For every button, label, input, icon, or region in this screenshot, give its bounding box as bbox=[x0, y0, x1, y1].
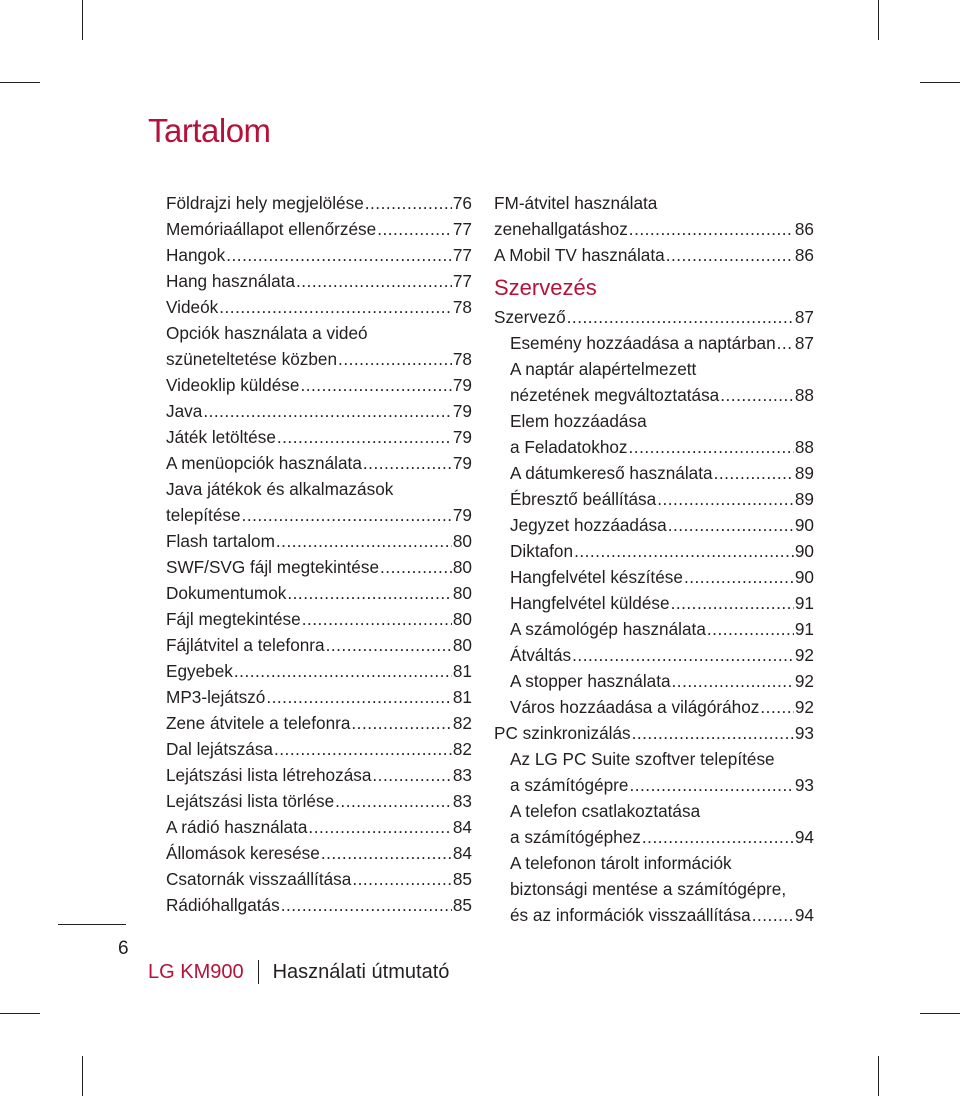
toc-dot-leader bbox=[684, 564, 794, 590]
toc-entry[interactable] bbox=[166, 840, 472, 866]
toc-dot-leader bbox=[629, 434, 794, 460]
toc-entry-label: Elem hozzáadása bbox=[510, 411, 647, 431]
toc-entry[interactable] bbox=[494, 216, 814, 242]
toc-entry-page: 92 bbox=[794, 697, 814, 717]
toc-dot-leader bbox=[720, 382, 794, 408]
toc-entry-label: Hang használata bbox=[166, 271, 295, 291]
toc-dot-leader bbox=[567, 304, 794, 330]
toc-entry-page: 89 bbox=[794, 463, 814, 483]
toc-entry-label: Város hozzáadása a világórához bbox=[510, 697, 760, 717]
crop-mark bbox=[920, 1013, 960, 1014]
toc-entry-label: Szervező bbox=[494, 307, 566, 327]
toc-entry[interactable] bbox=[166, 450, 472, 476]
toc-dot-leader bbox=[335, 788, 452, 814]
toc-entry-label: Átváltás bbox=[510, 645, 572, 665]
toc-entry-label: A telefon csatlakoztatása bbox=[510, 801, 701, 821]
toc-entry-label: Játék letöltése bbox=[166, 427, 276, 447]
crop-mark bbox=[82, 0, 83, 40]
toc-entry-label: Jegyzet hozzáadása bbox=[510, 515, 667, 535]
toc-entry[interactable] bbox=[166, 632, 472, 658]
toc-entry[interactable] bbox=[494, 190, 814, 216]
toc-entry-label: Az LG PC Suite szoftver telepítése bbox=[510, 749, 775, 769]
toc-entry-page: 91 bbox=[794, 593, 814, 613]
toc-entry-label: SWF/SVG fájl megtekintése bbox=[166, 557, 380, 577]
crop-mark bbox=[0, 1013, 40, 1014]
toc-entry-label: Esemény hozzáadása a naptárban bbox=[510, 333, 776, 353]
toc-entry-label: A naptár alapértelmezett bbox=[510, 359, 697, 379]
toc-entry-label: Memóriaállapot ellenőrzése bbox=[166, 219, 377, 239]
toc-entry[interactable] bbox=[494, 434, 814, 460]
toc-entry[interactable] bbox=[494, 356, 814, 382]
toc-entry-page: 93 bbox=[794, 775, 814, 795]
toc-entry-page: 78 bbox=[452, 297, 472, 317]
toc-entry-page: 83 bbox=[452, 765, 472, 785]
toc-entry[interactable] bbox=[494, 798, 814, 824]
toc-entry[interactable] bbox=[166, 346, 472, 372]
toc-entry-page: 83 bbox=[452, 791, 472, 811]
toc-entry-label: Flash tartalom bbox=[166, 531, 275, 551]
toc-entry[interactable] bbox=[166, 892, 472, 918]
toc-dot-leader bbox=[274, 736, 452, 762]
toc-entry[interactable] bbox=[166, 684, 472, 710]
toc-entry[interactable] bbox=[494, 486, 814, 512]
toc-entry-label: Lejátszási lista törlése bbox=[166, 791, 335, 811]
crop-mark bbox=[878, 1056, 879, 1096]
toc-entry-page: 94 bbox=[794, 827, 814, 847]
toc-entry[interactable] bbox=[494, 538, 814, 564]
toc-entry[interactable] bbox=[166, 736, 472, 762]
toc-entry[interactable] bbox=[494, 720, 814, 746]
toc-entry[interactable] bbox=[166, 190, 472, 216]
toc-entry[interactable] bbox=[166, 502, 472, 528]
toc-entry[interactable] bbox=[494, 512, 814, 538]
toc-entry-page: 93 bbox=[794, 723, 814, 743]
toc-entry-page: 94 bbox=[794, 905, 814, 925]
toc-entry-page: 79 bbox=[452, 453, 472, 473]
toc-entry-page: 90 bbox=[794, 567, 814, 587]
toc-entry-page: 92 bbox=[794, 645, 814, 665]
toc-entry[interactable] bbox=[166, 606, 472, 632]
toc-entry[interactable] bbox=[494, 642, 814, 668]
toc-entry[interactable] bbox=[494, 330, 814, 356]
toc-entry-label: Java bbox=[166, 401, 203, 421]
toc-entry-label: A menüopciók használata bbox=[166, 453, 362, 473]
toc-entry[interactable] bbox=[166, 528, 472, 554]
toc-entry-label: A telefonon tárolt információk bbox=[510, 853, 732, 873]
toc-entry-label: szüneteltetése közben bbox=[166, 349, 338, 369]
toc-entry-page: 79 bbox=[452, 375, 472, 395]
toc-entry-page: 90 bbox=[794, 515, 814, 535]
toc-dot-leader bbox=[642, 824, 794, 850]
toc-dot-leader bbox=[351, 710, 451, 736]
toc-dot-leader bbox=[321, 840, 452, 866]
toc-entry[interactable] bbox=[494, 694, 814, 720]
toc-entry-label: Ébresztő beállítása bbox=[510, 489, 657, 509]
toc-dot-leader bbox=[365, 190, 452, 216]
crop-mark bbox=[0, 82, 40, 83]
toc-dot-leader bbox=[668, 512, 794, 538]
toc-dot-leader bbox=[380, 554, 452, 580]
section-heading: Szervezés bbox=[494, 275, 597, 300]
toc-entry-label: Videók bbox=[166, 297, 219, 317]
toc-dot-leader bbox=[707, 616, 794, 642]
toc-entry-label: a számítógépre bbox=[510, 775, 629, 795]
toc-entry-label: Hangok bbox=[166, 245, 226, 265]
toc-entry[interactable] bbox=[166, 268, 472, 294]
toc-entry[interactable] bbox=[166, 216, 472, 242]
toc-dot-leader bbox=[752, 902, 794, 928]
toc-entry[interactable] bbox=[494, 772, 814, 798]
toc-entry-page: 87 bbox=[794, 307, 814, 327]
toc-entry[interactable] bbox=[494, 382, 814, 408]
toc-dot-leader bbox=[666, 242, 794, 268]
toc-entry-label: Java játékok és alkalmazások bbox=[166, 479, 394, 499]
page-title: Tartalom bbox=[148, 112, 271, 149]
page-number: 6 bbox=[118, 938, 129, 959]
toc-entry-label: Videoklip küldése bbox=[166, 375, 300, 395]
toc-entry-page: 91 bbox=[794, 619, 814, 639]
toc-dot-leader bbox=[629, 216, 794, 242]
toc-entry-page: 85 bbox=[452, 869, 472, 889]
footer-manual-title: Használati útmutató bbox=[272, 960, 450, 983]
toc-entry[interactable] bbox=[494, 590, 814, 616]
toc-entry-label: Diktafon bbox=[510, 541, 574, 561]
toc-entry-label: Zene átvitele a telefonra bbox=[166, 713, 351, 733]
toc-entry-page: 85 bbox=[452, 895, 472, 915]
toc-right-section bbox=[494, 304, 814, 928]
toc-dot-leader bbox=[234, 658, 452, 684]
toc-dot-leader bbox=[281, 892, 452, 918]
toc-entry[interactable] bbox=[494, 850, 814, 876]
toc-dot-leader bbox=[300, 372, 451, 398]
toc-entry[interactable] bbox=[166, 762, 472, 788]
toc-entry[interactable] bbox=[494, 746, 814, 772]
toc-dot-leader bbox=[338, 346, 452, 372]
toc-dot-leader bbox=[352, 866, 452, 892]
toc-entry[interactable] bbox=[166, 476, 472, 502]
toc-left-column bbox=[166, 190, 472, 918]
toc-entry[interactable] bbox=[166, 398, 472, 424]
toc-entry-label: Fájl megtekintése bbox=[166, 609, 301, 629]
toc-dot-leader bbox=[629, 772, 793, 798]
toc-entry-page: 79 bbox=[452, 401, 472, 421]
toc-entry-page: 80 bbox=[452, 531, 472, 551]
crop-mark bbox=[920, 82, 960, 83]
toc-right-top bbox=[494, 190, 814, 268]
toc-entry[interactable] bbox=[494, 824, 814, 850]
toc-entry-page: 84 bbox=[452, 817, 472, 837]
toc-entry-page: 76 bbox=[452, 193, 472, 213]
footer bbox=[148, 960, 449, 984]
toc-entry-label: zenehallgatáshoz bbox=[494, 219, 628, 239]
toc-entry-page: 81 bbox=[452, 687, 472, 707]
toc-entry[interactable] bbox=[166, 242, 472, 268]
toc-dot-leader bbox=[226, 242, 452, 268]
toc-dot-leader bbox=[671, 590, 794, 616]
toc-entry-page: 88 bbox=[794, 437, 814, 457]
toc-entry[interactable] bbox=[166, 424, 472, 450]
toc-entry[interactable] bbox=[166, 294, 472, 320]
toc-dot-leader bbox=[302, 606, 452, 632]
toc-entry-page: 80 bbox=[452, 583, 472, 603]
toc-entry-label: a Feladatokhoz bbox=[510, 437, 628, 457]
toc-right-column bbox=[494, 190, 814, 928]
toc-entry[interactable] bbox=[494, 668, 814, 694]
toc-entry-page: 87 bbox=[794, 333, 814, 353]
toc-entry-page: 77 bbox=[452, 271, 472, 291]
toc-entry-label: MP3-lejátszó bbox=[166, 687, 266, 707]
toc-entry[interactable] bbox=[166, 372, 472, 398]
toc-dot-leader bbox=[363, 450, 452, 476]
toc-entry-page: 80 bbox=[452, 635, 472, 655]
toc-entry-label: Lejátszási lista létrehozása bbox=[166, 765, 372, 785]
toc-dot-leader bbox=[377, 216, 452, 242]
toc-entry-page: 92 bbox=[794, 671, 814, 691]
toc-entry[interactable] bbox=[166, 580, 472, 606]
toc-entry[interactable] bbox=[494, 902, 814, 928]
toc-entry-page: 84 bbox=[452, 843, 472, 863]
toc-entry-page: 77 bbox=[452, 245, 472, 265]
crop-mark bbox=[82, 1056, 83, 1096]
toc-entry-page: 81 bbox=[452, 661, 472, 681]
toc-entry-label: A stopper használata bbox=[510, 671, 671, 691]
toc-entry-label: a számítógéphez bbox=[510, 827, 641, 847]
toc-entry-label: Állomások keresése bbox=[166, 843, 320, 863]
toc-entry-label: biztonsági mentése a számítógépre, bbox=[510, 879, 787, 899]
toc-entry-page: 77 bbox=[452, 219, 472, 239]
toc-entry-label: Dal lejátszása bbox=[166, 739, 273, 759]
toc-entry-page: 88 bbox=[794, 385, 814, 405]
toc-dot-leader bbox=[372, 762, 451, 788]
toc-entry-label: nézetének megváltoztatása bbox=[510, 385, 720, 405]
toc-entry[interactable] bbox=[166, 320, 472, 346]
toc-entry[interactable] bbox=[166, 866, 472, 892]
toc-entry[interactable] bbox=[494, 616, 814, 642]
toc-entry[interactable] bbox=[166, 554, 472, 580]
toc-dot-leader bbox=[203, 398, 452, 424]
toc-entry[interactable] bbox=[494, 242, 814, 268]
toc-dot-leader bbox=[308, 814, 451, 840]
toc-dot-leader bbox=[287, 580, 452, 606]
toc-entry-page: 79 bbox=[452, 505, 472, 525]
toc-dot-leader bbox=[277, 424, 452, 450]
toc-entry[interactable] bbox=[494, 876, 814, 902]
toc-entry-label: Földrajzi hely megjelölése bbox=[166, 193, 364, 213]
toc-dot-leader bbox=[572, 642, 794, 668]
toc-entry-label: A dátumkereső használata bbox=[510, 463, 713, 483]
toc-entry[interactable] bbox=[166, 814, 472, 840]
toc-entry-label: Csatornák visszaállítása bbox=[166, 869, 352, 889]
toc-entry-label: Rádióhallgatás bbox=[166, 895, 280, 915]
toc-entry-label: Opciók használata a videó bbox=[166, 323, 368, 343]
toc-dot-leader bbox=[266, 684, 452, 710]
toc-entry-label: Egyebek bbox=[166, 661, 233, 681]
toc-entry-page: 86 bbox=[794, 219, 814, 239]
toc-dot-leader bbox=[326, 632, 452, 658]
crop-mark bbox=[878, 0, 879, 40]
toc-dot-leader bbox=[657, 486, 794, 512]
toc-entry-page: 82 bbox=[452, 739, 472, 759]
toc-entry-label: Hangfelvétel készítése bbox=[510, 567, 683, 587]
toc-entry[interactable] bbox=[494, 564, 814, 590]
toc-entry-label: PC szinkronizálás bbox=[494, 723, 631, 743]
toc-entry[interactable] bbox=[494, 408, 814, 434]
toc-dot-leader bbox=[276, 528, 452, 554]
toc-entry-label: A Mobil TV használata bbox=[494, 245, 665, 265]
toc-dot-leader bbox=[219, 294, 452, 320]
toc-entry[interactable] bbox=[166, 788, 472, 814]
toc-entry[interactable] bbox=[166, 658, 472, 684]
toc-dot-leader bbox=[714, 460, 794, 486]
toc-entry-page: 78 bbox=[452, 349, 472, 369]
toc-dot-leader bbox=[296, 268, 452, 294]
toc-dot-leader bbox=[242, 502, 452, 528]
page-number-rule bbox=[58, 924, 126, 925]
toc-entry-label: FM-átvitel használata bbox=[494, 193, 658, 213]
toc-entry-label: telepítése bbox=[166, 505, 241, 525]
toc-dot-leader bbox=[760, 694, 793, 720]
toc-entry-label: A számológép használata bbox=[510, 619, 706, 639]
footer-separator bbox=[258, 960, 259, 984]
toc-dot-leader bbox=[632, 720, 794, 746]
toc-entry-page: 89 bbox=[794, 489, 814, 509]
toc-entry-label: Hangfelvétel küldése bbox=[510, 593, 670, 613]
toc-entry-page: 80 bbox=[452, 557, 472, 577]
toc-dot-leader bbox=[672, 668, 794, 694]
toc-dot-leader bbox=[574, 538, 794, 564]
footer-model: LG KM900 bbox=[148, 960, 244, 983]
toc-entry-label: Fájlátvitel a telefonra bbox=[166, 635, 325, 655]
toc-entry-page: 79 bbox=[452, 427, 472, 447]
toc-entry-page: 82 bbox=[452, 713, 472, 733]
toc-entry-label: A rádió használata bbox=[166, 817, 308, 837]
toc-dot-leader bbox=[777, 330, 794, 356]
toc-entry[interactable] bbox=[494, 460, 814, 486]
toc-entry-label: és az információk visszaállítása bbox=[510, 905, 751, 925]
toc-entry-page: 80 bbox=[452, 609, 472, 629]
toc-entry[interactable] bbox=[166, 710, 472, 736]
toc-entry-label: Dokumentumok bbox=[166, 583, 287, 603]
toc-entry-page: 90 bbox=[794, 541, 814, 561]
toc-entry[interactable] bbox=[494, 304, 814, 330]
toc-entry-page: 86 bbox=[794, 245, 814, 265]
